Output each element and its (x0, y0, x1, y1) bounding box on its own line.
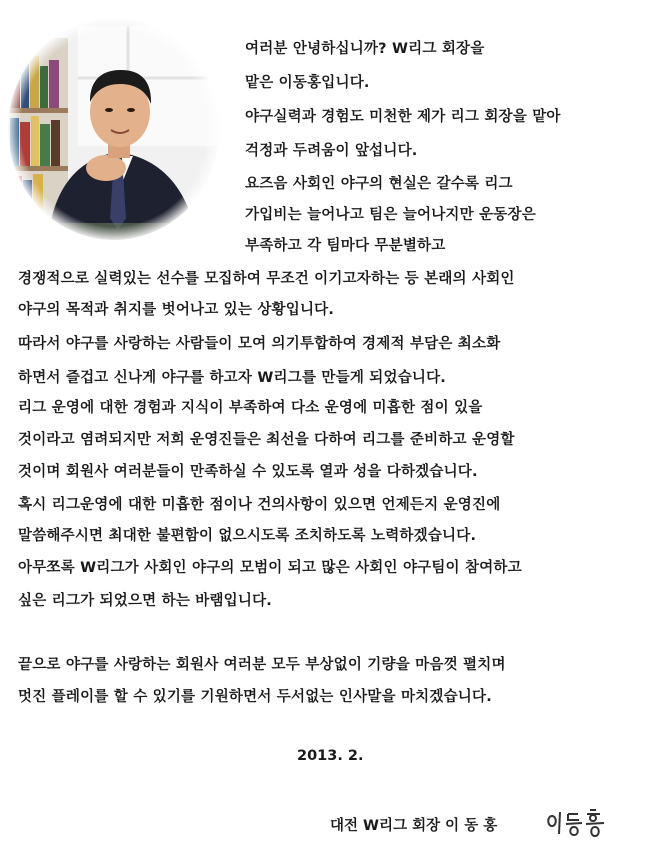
letter-line: 여러분 안녕하십니까? W리그 회장을 (245, 41, 485, 57)
letter-line: 리그 운영에 대한 경험과 지식이 부족하여 다소 운영에 미흡한 점이 있을 (18, 400, 483, 416)
letter-line: 혹시 리그운영에 대한 미흡한 점이나 건의사항이 있으면 언제든지 운영진에 (18, 497, 501, 513)
letter-date: 2013. 2. (297, 748, 364, 764)
letter-line: 부족하고 각 팀마다 무분별하고 (245, 238, 446, 254)
handwritten-signature-icon (544, 806, 608, 840)
letter-line: 따라서 야구를 사랑하는 사람들이 모여 의기투합하여 경제적 부담은 최소화 (18, 336, 501, 352)
letter-line: 맡은 이동홍입니다. (245, 75, 370, 91)
letter-line: 것이라고 염려되지만 저희 운영진들은 최선을 다하여 리그를 준비하고 운영할 (18, 432, 515, 448)
letter-line: 야구의 목적과 취지를 벗어나고 있는 상황입니다. (18, 302, 335, 318)
letter-line: 끝으로 야구를 사랑하는 회원사 여러분 모두 부상없이 기량을 마음껏 펼치며 (18, 657, 506, 673)
letter-signoff: 대전 W리그 회장 이 동 홍 (330, 818, 498, 834)
letter-line: 걱정과 두려움이 앞섭니다. (245, 143, 418, 159)
letter-line: 요즈음 사회인 야구의 현실은 갈수록 리그 (245, 176, 513, 192)
letter-line: 경쟁적으로 실력있는 선수를 모집하여 무조건 이기고자하는 등 본래의 사회인 (18, 271, 515, 287)
letter-line: 하면서 즐겁고 신나게 야구를 하고자 W리그를 만들게 되었습니다. (18, 370, 447, 386)
portrait-illustration (8, 18, 220, 240)
letter-line: 야구실력과 경험도 미천한 제가 리그 회장을 맡아 (245, 109, 561, 125)
portrait-photo (8, 18, 220, 240)
letter-line: 아무쪼록 W리그가 사회인 야구의 모범이 되고 많은 사회인 야구팀이 참여하고 (18, 560, 522, 576)
letter-line: 것이며 회원사 여러분들이 만족하실 수 있도록 열과 성을 다하겠습니다. (18, 464, 478, 480)
letter-line: 가입비는 늘어나고 팀은 늘어나지만 운동장은 (245, 207, 536, 223)
letter-line: 말씀해주시면 최대한 불편함이 없으시도록 조치하도록 노력하겠습니다. (18, 528, 477, 544)
letter-line: 멋진 플레이를 할 수 있기를 기원하면서 두서없는 인사말을 마치겠습니다. (18, 689, 492, 705)
letter-line: 싶은 리그가 되었으면 하는 바램입니다. (18, 593, 273, 609)
